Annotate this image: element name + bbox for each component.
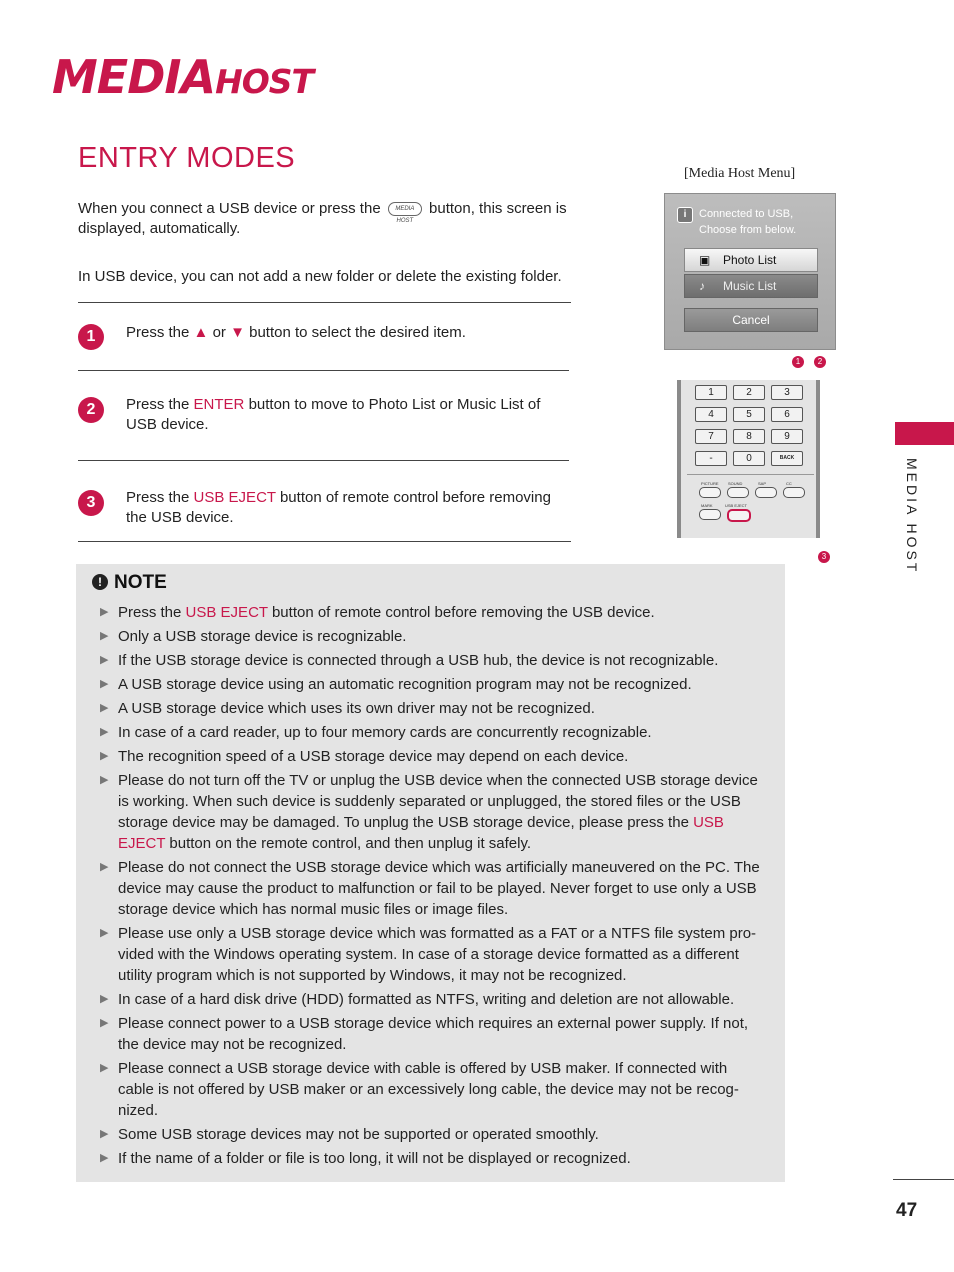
remote-sap-button [755, 487, 777, 498]
note-item [98, 923, 766, 986]
menu-message-line: Connected to USB, [699, 208, 794, 220]
page-number: 47 [896, 1200, 918, 1221]
note-text: In case of a hard disk drive (HDD) formatted as NTFS, writing and deletion are not allowable. [118, 991, 735, 1008]
note-list [98, 602, 766, 1172]
note-item [98, 857, 766, 920]
step-text-part: button to move to [248, 396, 365, 413]
note-text: Some USB storage devices may not be supported or operated smoothly. [118, 1126, 599, 1143]
bullet-arrow-icon: ▶ [100, 1017, 109, 1029]
note-text: If the USB storage device is connected through a USB hub, the device is not recognizable. [118, 652, 719, 669]
note-title: NOTE [114, 572, 167, 593]
bullet-arrow-icon: ▶ [100, 750, 109, 762]
remote-key-3: 3 [771, 385, 803, 400]
note-text: The recognition speed of a USB storage device may depend on each device. [118, 748, 629, 765]
brand-logo [52, 50, 313, 104]
note-item [98, 674, 766, 695]
remote-divider [687, 474, 814, 475]
note-item [98, 770, 766, 854]
music-list-option-label: Music List [723, 279, 777, 293]
marker-1: 1 [792, 356, 804, 368]
note-text: A USB storage device which uses its own driver may not be recognized. [118, 700, 595, 717]
note-text: Only a USB storage device is recognizable. [118, 628, 407, 645]
bullet-arrow-icon: ▶ [100, 678, 109, 690]
enter-key-label: ENTER [193, 396, 245, 413]
remote-sound-button [727, 487, 749, 498]
remote-label-cc: CC [786, 481, 792, 486]
bullet-arrow-icon: ▶ [100, 726, 109, 738]
remote-control [677, 380, 820, 538]
intro-paragraph-1 [78, 199, 598, 239]
music-list-label: Music List [457, 396, 524, 413]
remote-mark-button [699, 509, 721, 520]
bullet-arrow-icon: ▶ [100, 927, 109, 939]
photo-list-label: Photo List [368, 396, 436, 413]
remote-key-7: 7 [695, 429, 727, 444]
note-text: A USB storage device using an automatic recognition program may not be recognized. [118, 676, 692, 693]
step-text-part: Press the [126, 396, 190, 413]
bullet-arrow-icon: ▶ [100, 993, 109, 1005]
usb-eject-key-label: USB EJECT [118, 814, 724, 852]
divider [78, 370, 569, 371]
remote-key-5: 5 [733, 407, 765, 422]
up-arrow-icon: ▲ [193, 324, 209, 341]
media-host-button-icon: MEDIA HOST [388, 202, 422, 216]
side-section-label: MEDIA HOST [904, 458, 920, 575]
remote-key-8: 8 [733, 429, 765, 444]
media-host-menu [664, 193, 836, 350]
photo-list-option-label: Photo List [723, 253, 777, 267]
step-1-text [126, 323, 571, 343]
remote-picture-button [699, 487, 721, 498]
remote-label-picture: PICTURE [701, 481, 719, 486]
step-text-part: or [439, 396, 453, 413]
note-text: In case of a card reader, up to four memory cards are concurrently recognizable. [118, 724, 652, 741]
remote-usb-eject-button [727, 509, 751, 522]
divider [78, 541, 571, 542]
note-text: Please use only a USB storage device which was formatted as a FAT or a NTFS file system pro-vided with the Windows operating system. In case of a storage device formatted as a different utility program which is not supported by Windows, it may not be recognized. [118, 925, 757, 984]
side-tab [895, 422, 954, 445]
remote-key-1: 1 [695, 385, 727, 400]
bullet-arrow-icon: ▶ [100, 630, 109, 642]
note-item [98, 722, 766, 743]
cancel-button[interactable]: Cancel [684, 308, 818, 332]
info-icon: i [677, 207, 693, 223]
note-text: If the name of a folder or file is too long, it will not be displayed or recognized. [118, 1150, 631, 1167]
brand-part-host: HOST [215, 62, 314, 101]
note-box [76, 564, 785, 1182]
note-text: Please connect a USB storage device with cable is offered by USB maker. If connected with cable is not offered by USB maker or an excessively long cable, the device may not be recog-nized. [118, 1060, 739, 1119]
note-text: Press the [118, 604, 182, 621]
music-list-option[interactable] [684, 274, 818, 298]
bullet-arrow-icon: ▶ [100, 1152, 109, 1164]
page-number-rule [893, 1179, 954, 1180]
note-item [98, 1148, 766, 1169]
remote-key-dash: - [695, 451, 727, 466]
bullet-arrow-icon: ▶ [100, 774, 109, 786]
marker-2: 2 [814, 356, 826, 368]
menu-caption: [Media Host Menu] [684, 166, 796, 181]
step-text-part: button to select the desired item. [249, 324, 466, 341]
note-text: button on the remote control, and then unplug it safely. [169, 835, 532, 852]
remote-label-usb-eject: USB EJECT [725, 503, 748, 508]
note-item [98, 698, 766, 719]
bullet-arrow-icon: ▶ [100, 861, 109, 873]
intro-text-before: When you connect a USB device or press the [78, 200, 381, 217]
usb-eject-key-label: USB EJECT [193, 489, 276, 506]
note-item [98, 746, 766, 767]
step-text-part: or [212, 324, 226, 341]
remote-key-0: 0 [733, 451, 765, 466]
section-title: ENTRY MODES [78, 142, 296, 174]
divider [78, 460, 569, 461]
step-text-part: of USB device. [126, 396, 541, 433]
menu-message-line: Choose from below. [699, 224, 797, 236]
remote-key-4: 4 [695, 407, 727, 422]
step-3-badge: 3 [78, 490, 104, 516]
remote-label-sap: SAP [758, 481, 767, 486]
step-text-part: button of remote control before removing the USB device. [126, 489, 551, 526]
note-item [98, 1058, 766, 1121]
step-1-badge: 1 [78, 324, 104, 350]
usb-eject-key-label: USB EJECT [185, 604, 268, 621]
intro-paragraph-2: In USB device, you can not add a new folder or delete the existing folder. [78, 268, 562, 285]
bullet-arrow-icon: ▶ [100, 606, 109, 618]
note-text: Please do not turn off the TV or unplug the USB device when the connected USB storage device is working. When such device is suddenly separated or unplugged, the stored files or the USB storage device may be damaged. To unplug the USB storage device, please press the [118, 772, 758, 831]
step-text-part: Press the [126, 324, 190, 341]
note-heading [92, 572, 167, 594]
remote-cc-button [783, 487, 805, 498]
brand-part-media: MEDIA [52, 50, 216, 104]
note-item [98, 989, 766, 1010]
divider [78, 302, 571, 303]
bullet-arrow-icon: ▶ [100, 1128, 109, 1140]
intro-text-after: button, this screen is displayed, automatically. [78, 200, 567, 237]
photo-icon: ▣ [699, 253, 711, 267]
step-2-text [126, 395, 571, 435]
bullet-arrow-icon: ▶ [100, 702, 109, 714]
note-item [98, 626, 766, 647]
step-text-part: Press the [126, 489, 190, 506]
step-2-badge: 2 [78, 397, 104, 423]
remote-key-2: 2 [733, 385, 765, 400]
exclamation-icon: ! [92, 574, 108, 590]
remote-key-back: BACK [771, 451, 803, 466]
remote-label-mark: MARK [701, 503, 713, 508]
remote-key-9: 9 [771, 429, 803, 444]
note-item [98, 1013, 766, 1055]
note-item [98, 650, 766, 671]
photo-list-option[interactable] [684, 248, 818, 272]
note-item [98, 602, 766, 623]
bullet-arrow-icon: ▶ [100, 654, 109, 666]
down-arrow-icon: ▼ [230, 324, 245, 341]
menu-message [699, 206, 796, 238]
music-note-icon: ♪ [699, 279, 705, 293]
note-text: Please connect power to a USB storage device which requires an external power supply. If not, the device may not be recognized. [118, 1015, 749, 1053]
remote-label-sound: SOUND [728, 481, 743, 486]
note-item [98, 1124, 766, 1145]
bullet-arrow-icon: ▶ [100, 1062, 109, 1074]
remote-key-6: 6 [771, 407, 803, 422]
step-3-text [126, 488, 571, 528]
note-text: Please do not connect the USB storage device which was artificially maneuvered on the PC. The device may cause the product to malfunction or fail to be played. Never forget to use only a USB storage device which has normal music files or image files. [118, 859, 760, 918]
note-text: button of remote control before removing the USB device. [271, 604, 655, 621]
marker-3: 3 [818, 551, 830, 563]
